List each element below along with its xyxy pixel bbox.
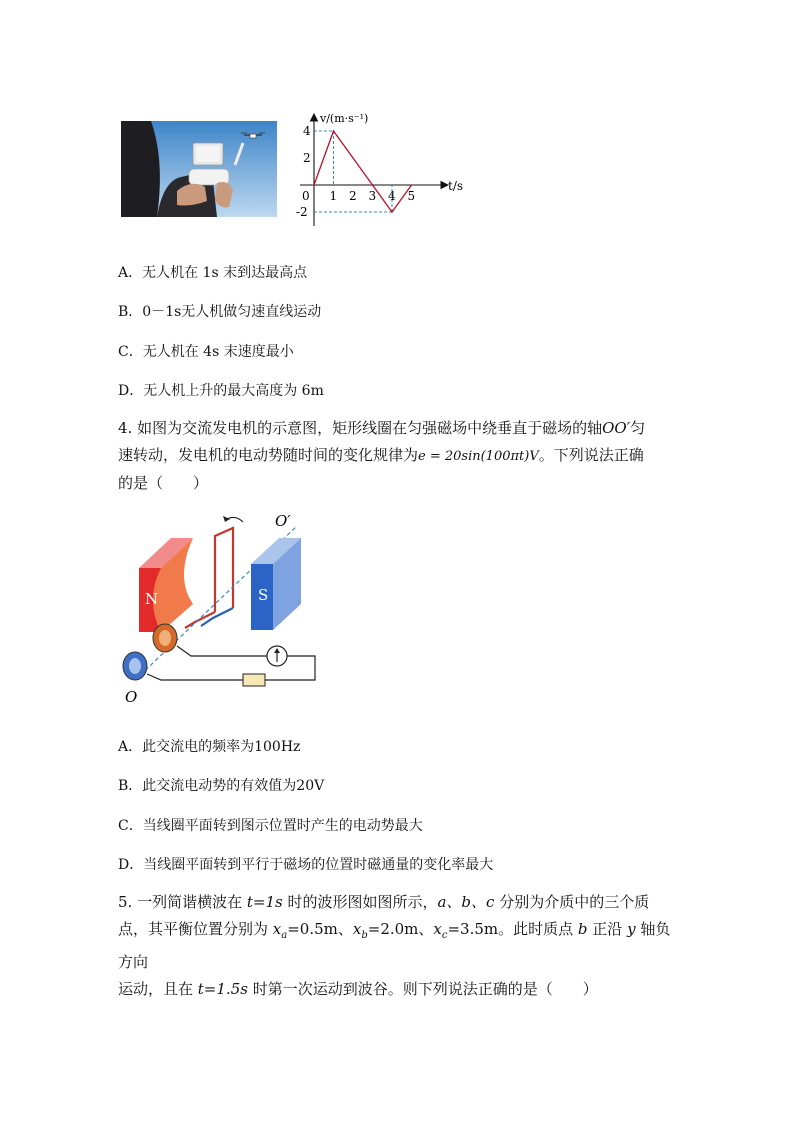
label-N: N <box>145 590 159 608</box>
y-tick-label: 2 <box>303 151 311 165</box>
label-S: S <box>258 586 269 604</box>
q4-option-a: A．此交流电的频率为100Hz <box>118 739 301 755</box>
q3-option-a: A．无人机在 1s 末到达最高点 <box>118 265 308 281</box>
velocity-time-graph <box>294 108 474 234</box>
axis-symbol: OO′ <box>602 419 631 437</box>
x-axis-label: t/s <box>448 179 464 193</box>
y-tick-label: 4 <box>303 124 311 138</box>
x-tick-label: 2 <box>349 189 357 203</box>
drone-photo <box>121 121 277 217</box>
emf-formula: e = 20sin(100πt)V <box>418 449 539 464</box>
q4-option-d: D．当线圈平面转到平行于磁场的位置时磁通量的变化率最大 <box>118 857 494 873</box>
q3-option-c: C．无人机在 4s 末速度最小 <box>118 344 294 360</box>
y-axis-label: v/(m·s⁻¹) <box>320 112 369 125</box>
q4-option-b: B．此交流电动势的有效值为20V <box>118 778 325 794</box>
ac-generator-diagram <box>115 508 335 708</box>
x-tick-label: 5 <box>407 189 416 203</box>
q3-option-d: D．无人机上升的最大高度为 6m <box>118 383 324 399</box>
x-tick-label: 3 <box>368 189 377 203</box>
label-O: O <box>125 688 138 706</box>
q4-option-c: C．当线圈平面转到图示位置时产生的电动势最大 <box>118 818 423 834</box>
x-tick-label: 4 <box>388 189 396 203</box>
y-tick-label: -2 <box>296 205 308 219</box>
q4-stem: 4. 如图为交流发电机的示意图，矩形线圈在匀强磁场中绕垂直于磁场的轴OO′匀 速转动，发电机的电动势随时间的变化规律为e = 20sin(100πt)V。下列说法正确 的是（ ） <box>118 419 646 492</box>
q3-option-b: B．0－1s无人机做匀速直线运动 <box>118 304 322 320</box>
q5-stem: 5. 一列简谐横波在 t=1s 时的波形图如图所示，a、b、c 分别为介质中的三个质 点，其平衡位置分别为 $x_a=0.5m$、$x_b=2.0m$、$x_c=3.5m$。此时质点 b 正沿 y 轴负方向 运动，且在 t=1.5s 时第一次运动到波谷。则下列说法正确的是（ ） <box>118 893 671 998</box>
label-O-prime: O′ <box>275 512 291 530</box>
x-tick-label: 0 <box>302 189 310 203</box>
x-tick-label: 1 <box>329 189 338 203</box>
